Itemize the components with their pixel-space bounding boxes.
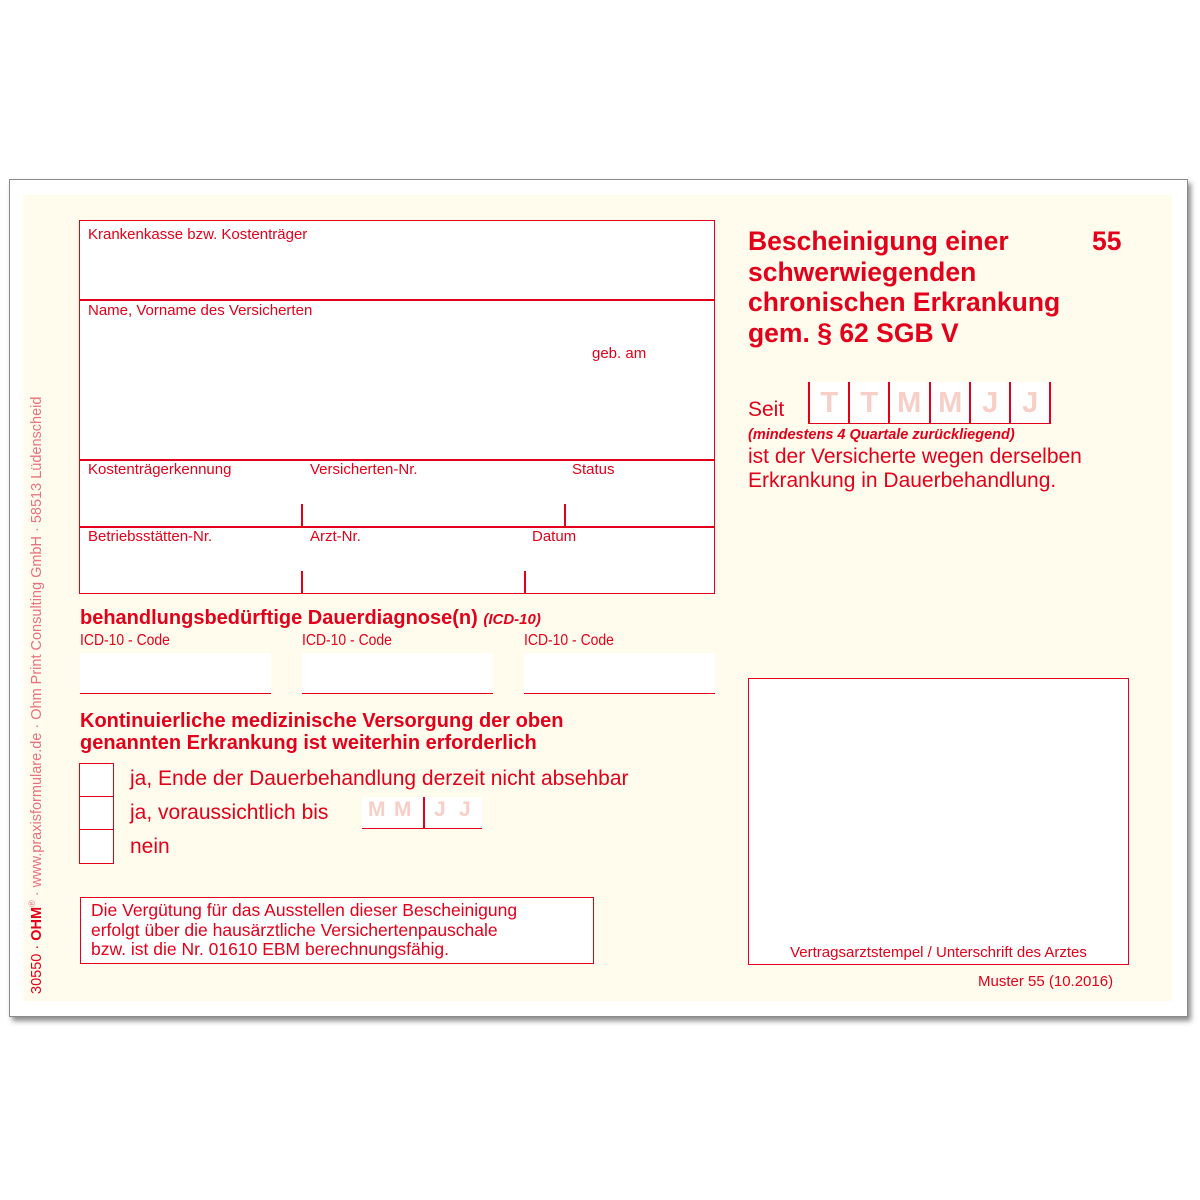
month-digit-placeholder: M xyxy=(897,387,922,419)
option-label-nein: nein xyxy=(130,835,170,858)
stamp-signature-label: Vertragsarztstempel / Unterschrift des Arztes xyxy=(790,944,1087,961)
kostentraegerkennung-label: Kostenträgerkennung xyxy=(88,461,232,478)
patient-data-block xyxy=(79,220,715,594)
name-label: Name, Vorname des Versicherten xyxy=(88,302,313,319)
krankenkasse-field[interactable] xyxy=(80,221,714,299)
month-digit-placeholder: M xyxy=(368,798,386,821)
status-label: Status xyxy=(572,461,615,478)
heading-line: genannten Erkrankung ist weiterhin erforderlich xyxy=(80,732,537,754)
printer-imprint xyxy=(27,397,45,994)
name-field[interactable] xyxy=(80,300,714,459)
year-digit-placeholder: J xyxy=(459,798,471,821)
status-field[interactable] xyxy=(565,460,714,526)
icd-code-input-3[interactable] xyxy=(524,653,715,694)
registered-mark: ® xyxy=(27,900,37,907)
care-heading xyxy=(80,710,563,754)
separator: · xyxy=(28,944,45,950)
checkbox-ja-bis[interactable] xyxy=(79,796,114,831)
day-digit-placeholder: T xyxy=(820,387,839,419)
brand-logo: OHM xyxy=(28,906,45,941)
title-line: Bescheinigung einer xyxy=(748,226,1009,256)
icd-label-3: ICD-10 - Code xyxy=(524,632,614,649)
year-digit-placeholder: J xyxy=(434,798,446,821)
notice-line: Die Vergütung für das Ausstellen dieser Bescheinigung xyxy=(91,900,518,920)
versicherten-nr-field[interactable] xyxy=(302,460,564,526)
checkbox-nein[interactable] xyxy=(79,829,114,864)
kostentraegerkennung-field[interactable] xyxy=(80,460,301,526)
form-version: Muster 55 (10.2016) xyxy=(978,973,1114,990)
datum-label: Datum xyxy=(532,528,577,545)
text-line: Erkrankung in Dauerbehandlung. xyxy=(748,469,1057,492)
day-digit-placeholder: T xyxy=(860,387,879,419)
betriebsstaetten-nr-field[interactable] xyxy=(80,527,301,593)
notice-line: bzw. ist die Nr. 01610 EBM berechnungsfähig. xyxy=(91,939,449,959)
icd-code-input-1[interactable] xyxy=(80,653,271,694)
icd-label-1: ICD-10 - Code xyxy=(80,632,170,649)
checkbox-ja-unbegrenzt[interactable] xyxy=(79,763,114,798)
versicherten-nr-label: Versicherten-Nr. xyxy=(310,461,418,478)
year-digit-placeholder: J xyxy=(1022,387,1039,419)
billing-notice xyxy=(80,897,594,964)
krankenkasse-label: Krankenkasse bzw. Kostenträger xyxy=(88,226,308,243)
month-digit-placeholder: M xyxy=(394,798,412,821)
stamp-signature-field[interactable] xyxy=(748,678,1129,965)
title-line: gem. § 62 SGB V xyxy=(748,317,959,348)
notice-line: erfolgt über die hausärztliche Versichertenpauschale xyxy=(91,919,498,940)
heading-line: Kontinuierliche medizinische Versorgung der oben xyxy=(80,710,564,732)
option-label-ja-bis: ja, voraussichtlich bis xyxy=(130,801,329,824)
birthdate-label: geb. am xyxy=(592,345,647,362)
printer-address: www.praxisformulare.de · Ohm Print Consulting GmbH · 58513 Lüdenscheid xyxy=(28,396,45,888)
diagnosis-heading xyxy=(80,607,541,630)
form-title xyxy=(748,226,1060,348)
seit-note: (mindestens 4 Quartale zurückliegend) xyxy=(748,427,1015,443)
icd-code-input-2[interactable] xyxy=(302,653,493,694)
month-digit-placeholder: M xyxy=(938,387,963,419)
seit-date-input[interactable] xyxy=(808,382,1051,424)
betriebsstaetten-nr-label: Betriebsstätten-Nr. xyxy=(88,528,213,545)
icd-label-2: ICD-10 - Code xyxy=(302,632,392,649)
form-number: 55 xyxy=(1092,226,1122,256)
diagnosis-title: behandlungsbedürftige Dauerdiagnose(n) xyxy=(80,607,478,629)
seit-label: Seit xyxy=(748,398,785,421)
until-date-input[interactable] xyxy=(362,797,482,829)
datum-field[interactable] xyxy=(525,527,714,593)
option-label-ja-unbegrenzt: ja, Ende der Dauerbehandlung derzeit nicht absehbar xyxy=(130,767,629,790)
diagnosis-title-suffix: (ICD-10) xyxy=(483,611,541,628)
arzt-nr-label: Arzt-Nr. xyxy=(310,528,361,545)
seit-description xyxy=(748,445,1082,493)
title-line: schwerwiegenden xyxy=(748,256,977,287)
arzt-nr-field[interactable] xyxy=(302,527,524,593)
text-line: ist der Versicherte wegen derselben xyxy=(748,445,1082,468)
form-code: 30550 xyxy=(28,953,45,994)
title-line: chronischen Erkrankung xyxy=(748,287,1061,317)
year-digit-placeholder: J xyxy=(982,387,999,419)
separator: · xyxy=(28,891,45,897)
